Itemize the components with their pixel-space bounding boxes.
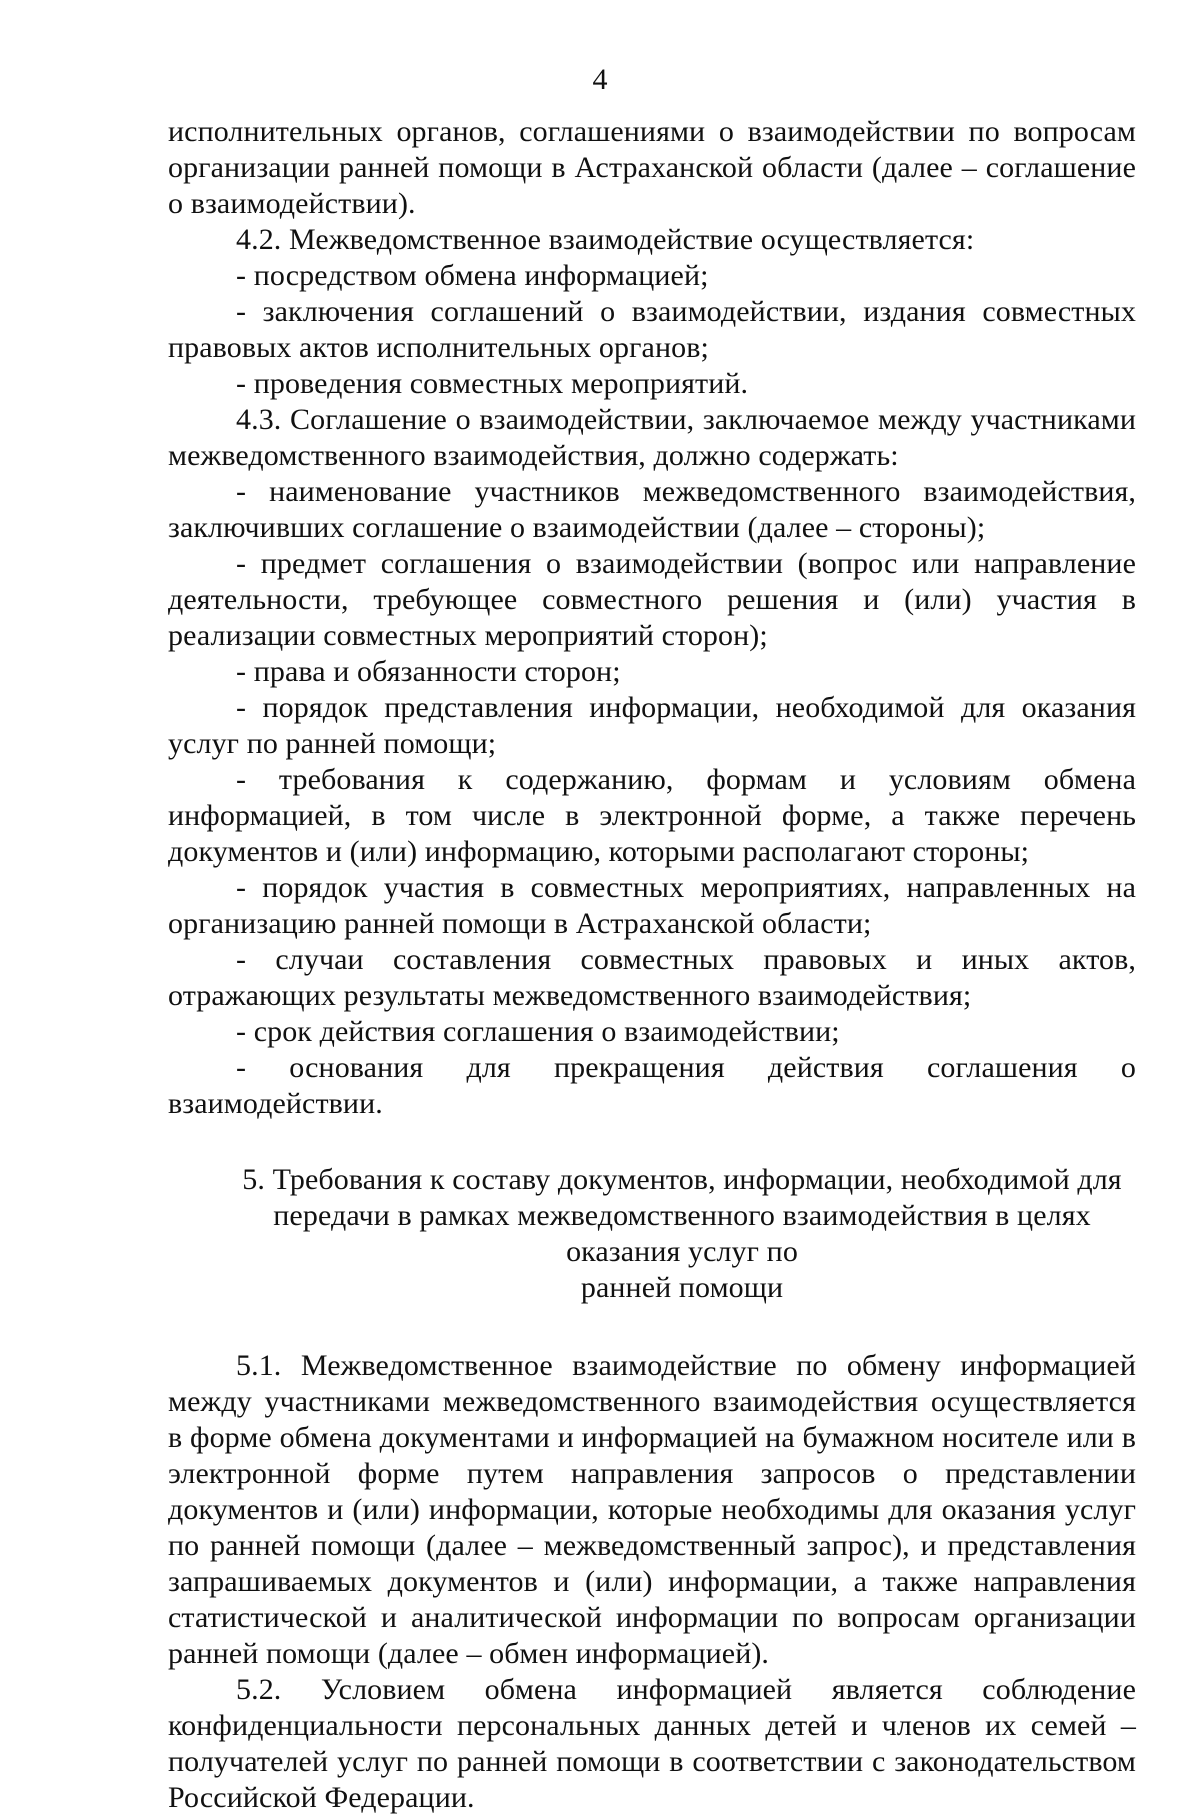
paragraph-continuation: исполнительных органов, соглашениями о взаимодействии по вопросам организации ранней помощи в Астраханской области (далее – соглашение о взаимодействии).	[168, 115, 1136, 220]
list-item: - требования к содержанию, формам и условиям обмена информацией, в том числе в электронной форме, а также перечень документов и (или) информацию, которыми располагают стороны;	[168, 763, 1136, 868]
list-item: - заключения соглашений о взаимодействии, издания совместных правовых актов исполнительных органов;	[168, 295, 1136, 364]
list-item: - случаи составления совместных правовых и иных актов, отражающих результаты межведомственного взаимодействия;	[168, 943, 1136, 1012]
list-item: - предмет соглашения о взаимодействии (вопрос или направление деятельности, требующее совместного решения и (или) участия в реализации совместных мероприятий сторон);	[168, 547, 1136, 652]
list-item: - права и обязанности сторон;	[236, 655, 621, 688]
list-item: - порядок участия в совместных мероприятиях, направленных на организацию ранней помощи в Астраханской области;	[168, 871, 1136, 940]
paragraph-4-2: 4.2. Межведомственное взаимодействие осуществляется:	[236, 223, 975, 256]
document-body	[168, 114, 1136, 1816]
paragraph-5-1: 5.1. Межведомственное взаимодействие по обмену информацией между участниками межведомственного взаимодействия осуществляется в форме обмена документами и информацией на бумажном носителе или в электронной форме путем направления запросов о представлении документов и (или) информации, которые необходимы для оказания услуг по ранней помощи (далее – межведомственный запрос), и представления запрашиваемых документов и (или) информации, а также направления статистической и аналитической информации по вопросам организации ранней помощи (далее – обмен информацией).	[168, 1349, 1136, 1670]
section-5-heading	[168, 1162, 1136, 1306]
paragraph-4-3: 4.3. Соглашение о взаимодействии, заключаемое между участниками межведомственного взаимодействия, должно содержать:	[168, 403, 1136, 472]
section-heading-line: 5. Требования к составу документов, информации, необходимой для передачи в рамках межведомственного взаимодействия в целях оказания услуг по	[242, 1163, 1122, 1268]
section-heading-line: ранней помощи	[580, 1271, 784, 1304]
list-item: - порядок представления информации, необходимой для оказания услуг по ранней помощи;	[168, 691, 1136, 760]
list-item: - наименование участников межведомственного взаимодействия, заключивших соглашение о взаимодействии (далее – стороны);	[168, 475, 1136, 544]
list-item: - основания для прекращения действия соглашения о взаимодействии.	[168, 1051, 1136, 1120]
list-item: - проведения совместных мероприятий.	[236, 367, 749, 400]
list-item: - срок действия соглашения о взаимодействии;	[236, 1015, 840, 1048]
paragraph-5-2: 5.2. Условием обмена информацией является соблюдение конфиденциальности персональных данных детей и членов их семей – получателей услуг по ранней помощи в соответствии с законодательством Российской Федерации.	[168, 1673, 1136, 1814]
page-number: 4	[592, 63, 608, 96]
list-item: - посредством обмена информацией;	[236, 259, 709, 292]
